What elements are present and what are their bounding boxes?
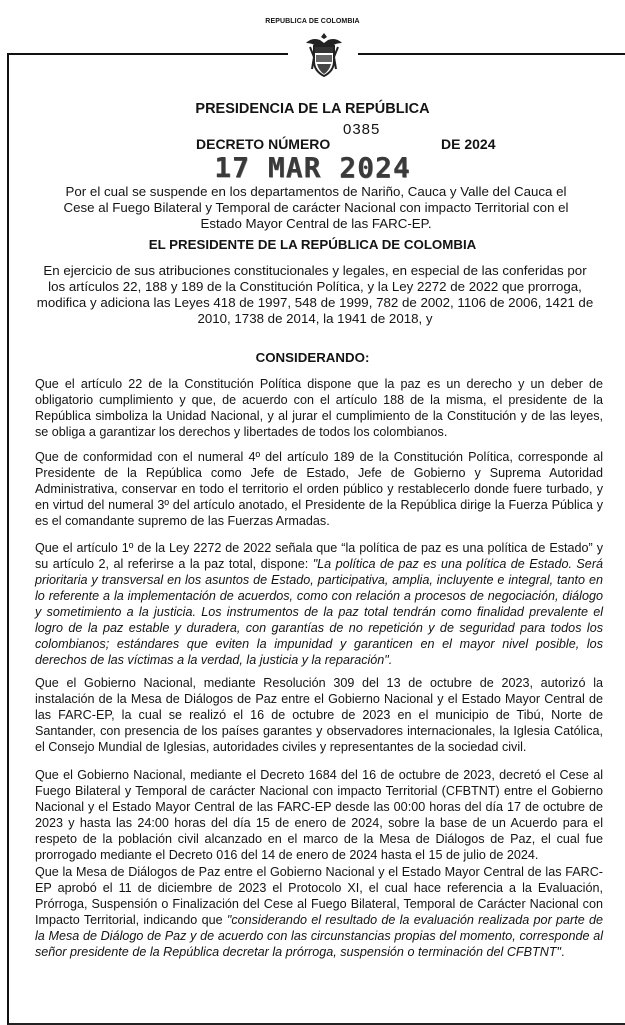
recital-paragraph [35,540,603,668]
issuer-heading: EL PRESIDENTE DE LA REPÚBLICA DE COLOMBIA [148,237,477,252]
recital-text: Que de conformidad con el numeral 4º del artículo 189 de la Constitución Política, corresponde al Presidente de la República como Jefe de Estado, Jefe de Gobierno y Suprema Autoridad Administrativa, conservar en todo el territorio el orden público y restablecerlo donde fuere turbado, y en virtud del numeral 3º del artículo anotado, el Presidente de la República dirige la Fuerza Pública y es el comandante supremo de las Fuerzas Armadas. [35,450,603,528]
decree-number: 0385 [343,121,381,138]
considering-heading: CONSIDERANDO: [255,350,370,365]
legal-basis: En ejercicio de sus atribuciones constitucionales y legales, en especial de las conferidas por los artículos 22, 188 y 189 de la Constitución Política, y la Ley 2272 de 2022 que prorroga, modifica y adiciona las Leyes 418 de 1997, 548 de 1999, 782 de 2002, 1106 de 2006, 1421 de 2010, 1738 de 2014, la 1941 de 2018, y [36,263,594,326]
decree-subject: Por el cual se suspende en los departamentos de Nariño, Cauca y Valle del Cauca el Cese al Fuego Bilateral y Temporal de carácter Nacional con impacto Territorial con el Estado Mayor Central de las FARC-EP. [63,184,569,231]
recital-paragraph [35,376,603,440]
recital-text: Que el Gobierno Nacional, mediante Resolución 309 del 13 de octubre de 2023, autorizó la instalación de la Mesa de Diálogos de Paz entre el Gobierno Nacional y el Estado Mayor Central de las FARC-EP, la cual se realizó el 16 de octubre de 2023 en el municipio de Tibú, Norte de Santander, con presencia de los países garantes y observadores internacionales, la Iglesia Católica, el Consejo Mundial de Iglesias, autoridades civiles y representantes de la sociedad civil. [35,676,603,754]
recital-paragraph [35,675,603,755]
recital-paragraph [35,449,603,529]
decree-label: DECRETO NÚMERO [196,136,331,152]
recital-paragraph [35,864,603,960]
recital-tail: . [560,945,565,959]
coat-of-arms-icon [302,31,346,79]
date-stamp: 17 MAR 2024 [214,151,411,184]
recital-paragraph [35,767,603,863]
recital-text: Que el artículo 1º de la Ley 2272 de 2022 señala que “la política de paz es una política de Estado” y su artículo 2, al referirse a la paz total, dispone: [35,541,603,571]
recital-text: Que el artículo 22 de la Constitución Política dispone que la paz es un derecho y un deber de obligatorio cumplimiento y que, de acuerdo con el artículo 188 de la misma, el presidente de la República simboliza la Unidad Nacional, y al jurar el cumplimiento de la Constitución y de las leyes, se obliga a garantizar los derechos y libertades de todos los colombianos. [35,377,603,439]
recital-quote: "La política de paz es una política de Estado. Será prioritaria y transversal en los asuntos de Estado, participativa, amplia, incluyente e integral, tanto en lo referente a la implementación de acuerdos, como con relación a procesos de negociación, diálogo y sometimiento a la justicia. Los instrumentos de la paz total tendrán como finalidad prevalente el logro de la paz estable y duradera, con garantías de no repetición y de seguridad para todos los colombianos; estándares que eviten la impunidad y garanticen en el mayor nivel posible, los derechos de las víctimas a la verdad, la justicia y la reparación". [35,557,604,667]
page-title: PRESIDENCIA DE LA REPÚBLICA [195,101,430,117]
recital-quote: "considerando el resultado de la evaluación realizada por parte de la Mesa de Diálogo de Paz y de acuerdo con las circunstancias propias del momento, corresponde al señor presidente de la República decretar la prórroga, suspensión o terminación del CFBTNT" [35,913,604,959]
country-header: REPUBLICA DE COLOMBIA [265,18,360,25]
recital-text: Que el Gobierno Nacional, mediante el Decreto 1684 del 16 de octubre de 2023, decretó el Cese al Fuego Bilateral y Temporal de carácter Nacional con impacto Territorial (CFBTNT) entre el Gobierno Nacional y el Estado Mayor Central de las FARC-EP desde las 00:00 horas del día 17 de octubre de 2023 y hasta las 24:00 horas del día 15 de enero de 2024, sobre la base de un Acuerdo para el respeto de la población civil alcanzado en el marco de la Mesa de Diálogos de Paz, el cual fue prorrogado mediante el Decreto 016 del 14 de enero de 2024 hasta el 15 de julio de 2024. [35,768,603,862]
decree-year: DE 2024 [441,136,496,152]
recital-text: Que la Mesa de Diálogos de Paz entre el Gobierno Nacional y el Estado Mayor Central de las FARC-EP aprobó el 11 de diciembre de 2023 el Protocolo XI, el cual hace referencia a la Evaluación, Prórroga, Suspensión o Finalización del Cese al Fuego Bilateral, Temporal de Carácter Nacional con Impacto Territorial, indicando que [35,865,603,927]
